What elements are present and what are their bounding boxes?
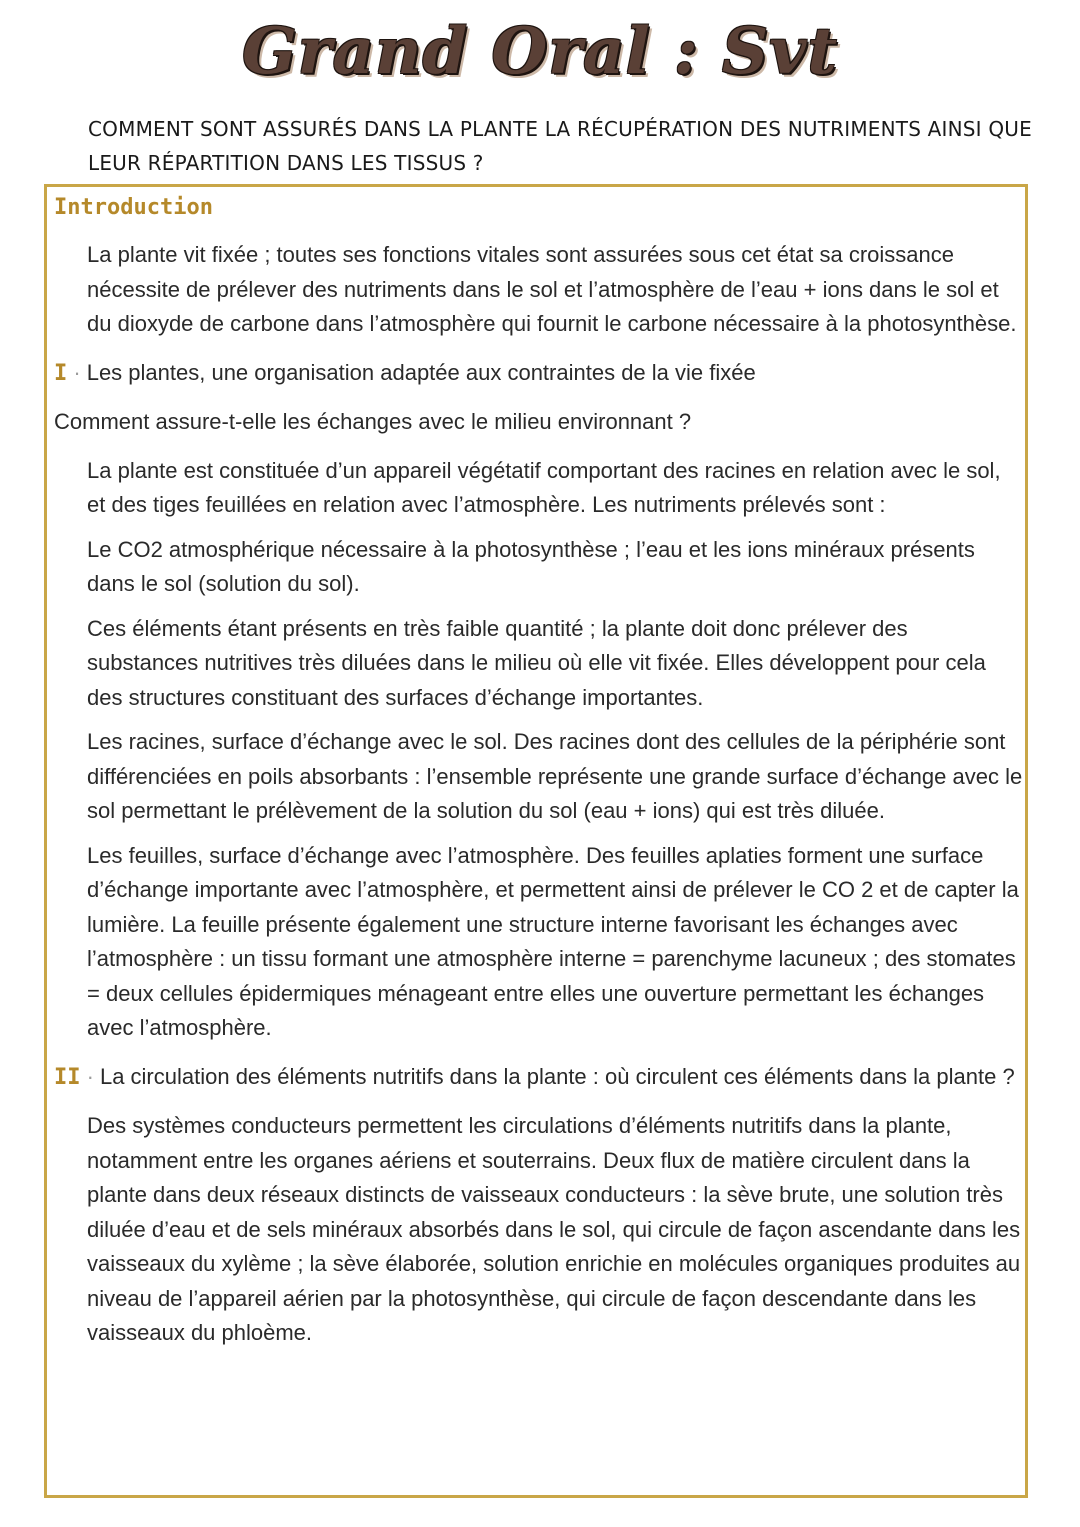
section-1-paragraph: Les racines, surface d’échange avec le sol. Des racines dont des cellules de la périphérie sont différenciées en poils absorbants : l’ensemble représente une grande surface d’échange avec le sol permettant le prélèvement de la solution du sol (eau + ions) qui est très diluée.: [87, 729, 1023, 823]
section-1-paragraph: Le CO2 atmosphérique nécessaire à la photosynthèse ; l’eau et les ions minéraux présents dans le sol (solution du sol).: [87, 536, 975, 596]
document-body: [54, 192, 1030, 1351]
main-question: COMMENT SONT ASSURÉS DANS LA PLANTE LA RÉCUPÉRATION DES NUTRIMENTS AINSI QUE LEUR RÉPARTITION DANS LES TISSUS ?: [88, 117, 1032, 175]
page-title: Grand Oral : Svt: [242, 14, 838, 89]
section-1-heading: [54, 356, 1030, 392]
section-1-number: I: [54, 360, 68, 386]
section-1-title: Les plantes, une organisation adaptée aux contraintes de la vie fixée: [86, 359, 756, 385]
section-2-heading: [54, 1060, 1030, 1096]
bullet-dot: ·: [67, 359, 81, 385]
introduction-text: La plante vit fixée ; toutes ses fonctions vitales sont assurées sous cet état sa croissance nécessite de prélever des nutriments dans le sol et l’atmosphère de l’eau + ions dans le sol et du dioxyde de carbone dans l’atmosphère qui fournit le carbone nécessaire à la photosynthèse.: [87, 242, 1017, 336]
section-2-title: La circulation des éléments nutritifs dans la plante : où circulent ces éléments dans la plante ?: [99, 1063, 1015, 1089]
section-1-question: Comment assure-t-elle les échanges avec le milieu environnant ?: [54, 409, 692, 434]
introduction-heading: Introduction: [54, 195, 213, 220]
section-1-paragraph: La plante est constituée d’un appareil végétatif comportant des racines en relation avec le sol, et des tiges feuillées en relation avec l’atmosphère. Les nutriments prélevés sont :: [87, 457, 1001, 517]
section-2-number: II: [54, 1064, 81, 1090]
section-1-paragraph: Ces éléments étant présents en très faible quantité ; la plante doit donc prélever des substances nutritives très diluées dans le milieu où elle vit fixée. Elles développent pour cela des structures constituant des surfaces d’échange importantes.: [87, 615, 986, 710]
section-2-paragraph: Des systèmes conducteurs permettent les circulations d’éléments nutritifs dans la plante, notamment entre les organes aériens et souterrains. Deux flux de matière circulent dans la plante dans deux réseaux distincts de vaisseaux conducteurs : la sève brute, une solution très diluée d’eau et de sels minéraux absorbés dans le sol, qui circule de façon ascendante dans les vaisseaux du xylème ; la sève élaborée, solution enrichie en molécules organiques produites au niveau de l’appareil aérien par la photosynthèse, qui circule de façon descendante dans les vaisseaux du phloème.: [87, 1113, 1021, 1345]
section-1-paragraph: Les feuilles, surface d’échange avec l’atmosphère. Des feuilles aplaties forment une surface d’échange importante avec l’atmosphère, et permettent ainsi de prélever le CO 2 et de capter la lumière. La feuille présente également une structure interne favorisant les échanges avec l’atmosphère : un tissu formant une atmosphère interne = parenchyme lacuneux ; des stomates = deux cellules épidermiques ménageant entre elles une ouverture permettant les échanges avec l’atmosphère.: [87, 842, 1019, 1040]
bullet-dot: ·: [80, 1063, 94, 1089]
